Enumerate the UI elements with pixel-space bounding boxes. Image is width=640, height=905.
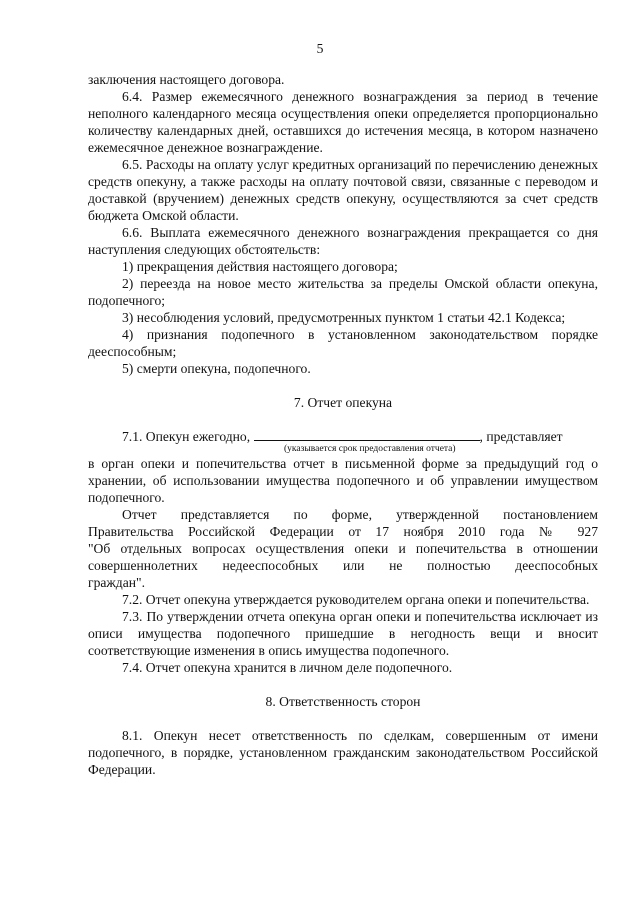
- list-item-5: 5) смерти опекуна, подопечного.: [122, 361, 311, 376]
- paragraph-7-4: 7.4. Отчет опекуна хранится в личном деле подопечного.: [122, 660, 453, 675]
- list-item-3: 3) несоблюдения условий, предусмотренных пунктом 1 статьи 42.1 Кодекса;: [122, 310, 566, 325]
- form-line-1: Отчет представляется по форме, утвержденной постановлением: [122, 507, 598, 522]
- paragraph-6-6: 6.6. Выплата ежемесячного денежного вознаграждения прекращается со дня наступления следующих обстоятельств:: [88, 225, 598, 257]
- form-line-2: Правительства Российской Федерации от 17 ноября 2010 года № 927: [88, 524, 598, 539]
- list-item-1: 1) прекращения действия настоящего договора;: [122, 259, 398, 274]
- form-line-4: совершеннолетних недееспособных или не полностью дееспособных: [88, 558, 598, 573]
- page-number: 5: [316, 41, 324, 56]
- paragraph-7-1-end: , представляет: [479, 429, 563, 444]
- form-line-3: "Об отдельных вопросах осуществления опеки и попечительства в отношении: [88, 541, 598, 556]
- paragraph-7-1-start: 7.1. Опекун ежегодно,: [122, 429, 251, 444]
- form-line-5: граждан".: [88, 575, 145, 590]
- paragraph-7-3: 7.3. По утверждении отчета опекуна орган опеки и попечительства исключает из описи имущества подопечного пришедшие в негодность вещи и вносит соответствующие изменения в опись имущества подопечного.: [88, 609, 598, 658]
- section-8-heading: 8. Ответственность сторон: [265, 694, 421, 709]
- report-deadline-blank: [254, 428, 480, 441]
- paragraph-6-4: 6.4. Размер ежемесячного денежного вознаграждения за период в течение неполного календарного месяца осуществления опеки определяется пропорционально количеству календарных дней, оставшихся до истечения месяца, в котором назначено ежемесячное денежное вознаграждение.: [88, 89, 598, 155]
- section-7-heading: 7. Отчет опекуна: [293, 395, 393, 410]
- paragraph-7-2: 7.2. Отчет опекуна утверждается руководителем органа опеки и попечительства.: [122, 592, 590, 607]
- list-item-2: 2) переезда на новое место жительства за пределы Омской области опекуна, подопечного;: [88, 276, 598, 308]
- paragraph-6-5: 6.5. Расходы на оплату услуг кредитных организаций по перечислению денежных средств опекуну, а также расходы на оплату почтовой связи, связанные с переводом и доставкой (вручением) денежных средств опекуну, осуществляются за счет средств бюджета Омской области.: [88, 157, 598, 223]
- paragraph-continuation: заключения настоящего договора.: [88, 72, 285, 87]
- blank-caption: (указывается срок предоставления отчета): [284, 444, 456, 454]
- document-body: [88, 71, 598, 778]
- paragraph-7-1-form: [88, 506, 598, 591]
- list-item-4: 4) признания подопечного в установленном законодательством порядке дееспособным;: [88, 327, 598, 359]
- paragraph-8-1: 8.1. Опекун несет ответственность по сделкам, совершенным от имени подопечного, в порядке, установленном гражданским законодательством Российской Федерации.: [88, 728, 598, 777]
- paragraph-7-1-body: в орган опеки и попечительства отчет в письменной форме за предыдущий год о хранении, об использовании имущества подопечного и об управлении имуществом подопечного.: [88, 456, 598, 505]
